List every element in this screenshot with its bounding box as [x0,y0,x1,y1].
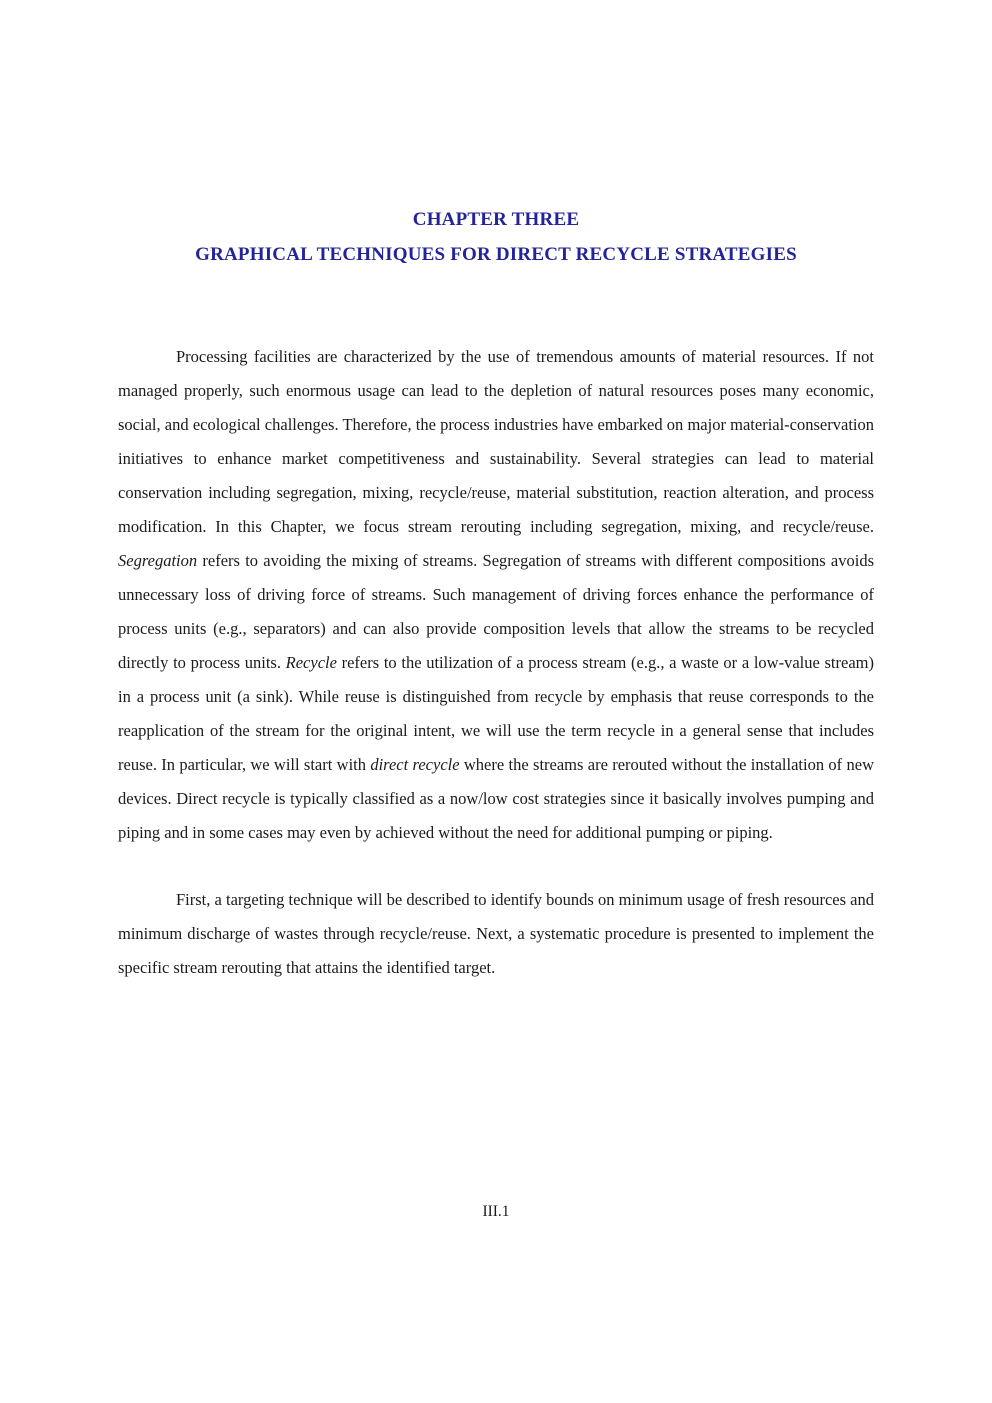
text-run-italic: Recycle [285,653,337,672]
document-body [118,340,874,985]
page-content [118,0,874,985]
text-run: refers to avoiding the mixing of streams. Segregation of streams with different compositions avoids unnecessary loss of driving force of streams. Such management of driving forces enhance the performance of process units (e.g., separators) and can also provide composition levels that allow the streams to be recycled directly to process units. [118,551,874,672]
text-run-italic: Segregation [118,551,198,570]
text-run-italic: direct recycle [370,755,460,774]
text-run: Processing facilities are characterized by the use of tremendous amounts of material resources. If not managed properly, such enormous usage can lead to the depletion of natural resources poses many economic, social, and ecological challenges. Therefore, the process industries have embarked on major material-conservation initiatives to enhance market competitiveness and sustainability. Several strategies can lead to material conservation including segregation, mixing, recycle/reuse, material substitution, reaction alteration, and process modification. In this Chapter, we focus stream rerouting including segregation, mixing, and recycle/reuse. [118,347,874,536]
text-run: refers to the utilization of a process stream (e.g., a waste or a low-value stream) in a process unit (a sink). While reuse is distinguished from recycle by emphasis that reuse corresponds to the reapplication of the stream for the original intent, we will use the term recycle in a general sense that includes reuse. In particular, we will start with [118,653,874,774]
text-run: First, a targeting technique will be described to identify bounds on minimum usage of fresh resources and minimum discharge of wastes through recycle/reuse. Next, a systematic procedure is presented to implement the specific stream rerouting that attains the identified target. [118,890,874,977]
text-run: where the streams are rerouted without the installation of new devices. Direct recycle is typically classified as a now/low cost strategies since it basically involves pumping and piping and in some cases may even by achieved without the need for additional pumping or piping. [118,755,874,842]
chapter-title: GRAPHICAL TECHNIQUES FOR DIRECT RECYCLE STRATEGIES [195,244,797,265]
chapter-heading: CHAPTER THREE [412,209,580,230]
paragraph [118,340,874,850]
paragraph [118,883,874,985]
page-number: III.1 [482,1203,510,1220]
chapter-heading-block [118,0,874,272]
